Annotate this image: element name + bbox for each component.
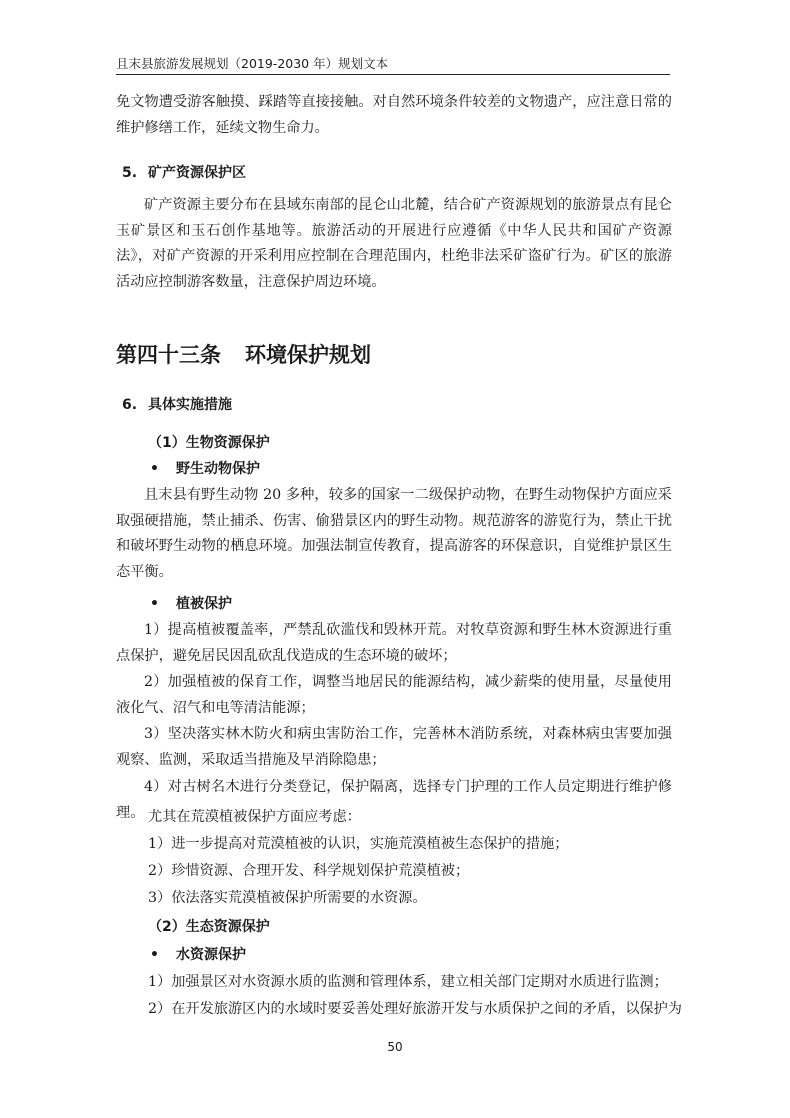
section-6-heading [122, 394, 232, 414]
section-5-heading [122, 162, 246, 182]
water-item-2: 2）在开发旅游区内的水域时要妥善处理好旅游开发与水质保护之间的矛盾，以保护为 [148, 1001, 682, 1017]
vegetation-item-4: 4）对古树名木进行分类登记，保护隔离，选择专门护理的工作人员定期进行维护修理。 [116, 779, 672, 821]
page-number: 50 [387, 1040, 403, 1054]
vegetation-item-2: 2）加强植被的保育工作，调整当地居民的能源结构，减少薪柴的使用量，尽量使用液化气、沼气和电等清洁能源； [116, 674, 672, 716]
desert-item-3: 3）依法落实荒漠植被保护所需要的水资源。 [148, 890, 427, 906]
article-title: 环境保护规划 [245, 343, 371, 367]
bullet-water [150, 944, 246, 964]
section-5-number: 5. [122, 165, 138, 181]
vegetation-item-1: 1）提高植被覆盖率，严禁乱砍滥伐和毁林开荒。对牧草资源和野生林木资源进行重点保护，避免居民因乱砍乱伐造成的生态环境的破坏； [116, 622, 672, 664]
section-6-title: 具体实施措施 [148, 397, 232, 413]
section-5-body: 矿产资源主要分布在县域东南部的昆仑山北麓，结合矿产资源规划的旅游景点有昆仑玉矿景区和玉石创作基地等。旅游活动的开展进行应遵循《中华人民共和国矿产资源法》，对矿产资源的开采利用应控制在合理范围内，杜绝非法采矿盗矿行为。矿区的旅游活动应控制游客数量，注意保护周边环境。 [116, 197, 672, 290]
subsection-bio-heading: （1）生物资源保护 [148, 435, 270, 451]
article-number: 第四十三条 [116, 343, 221, 367]
wildlife-paragraph: 且末县有野生动物 20 多种，较多的国家一二级保护动物，在野生动物保护方面应采取强硬措施，禁止捕杀、伤害、偷猎景区内的野生动物。规范游客的游览行为，禁止干扰和破坏野生动物的栖息环境。加强法制宣传教育，提高游客的环保意识，自觉维护景区生态平衡。 [116, 487, 672, 580]
bullet-vegetation-label: 植被保护 [176, 596, 232, 612]
bullet-dot: • [150, 461, 159, 477]
bullet-dot: • [150, 947, 159, 963]
running-header: 且末县旅游发展规划（2019-2030 年）规划文本 [116, 56, 389, 71]
bullet-dot: • [150, 596, 159, 612]
desert-item-2: 2）珍惜资源、合理开发、科学规划保护荒漠植被； [148, 863, 470, 879]
desert-item-1: 1）进一步提高对荒漠植被的认识，实施荒漠植被生态保护的措施； [148, 836, 569, 852]
bullet-vegetation [150, 593, 232, 613]
section-6-number: 6. [122, 397, 138, 413]
bullet-water-label: 水资源保护 [176, 947, 246, 963]
water-item-1: 1）加强景区对水资源水质的监测和管理体系，建立相关部门定期对水质进行监测； [148, 974, 668, 990]
bullet-wildlife-label: 野生动物保护 [176, 461, 260, 477]
section-5-title: 矿产资源保护区 [148, 165, 246, 181]
bullet-wildlife [150, 458, 260, 478]
vegetation-item-3: 3）坚决落实林木防火和病虫害防治工作，完善林木消防系统，对森林病虫害要加强观察、监测，采取适当措施及早消除隐患； [116, 726, 672, 768]
desert-intro: 尤其在荒漠植被保护方面应考虑： [148, 809, 361, 825]
intro-paragraph: 免文物遭受游客触摸、踩踏等直接接触。对自然环境条件较差的文物遗产，应注意日常的维护修缮工作，延续文物生命力。 [116, 94, 672, 136]
article-heading [116, 339, 371, 369]
header-divider [116, 74, 670, 75]
subsection-eco-heading: （2）生态资源保护 [148, 919, 270, 935]
